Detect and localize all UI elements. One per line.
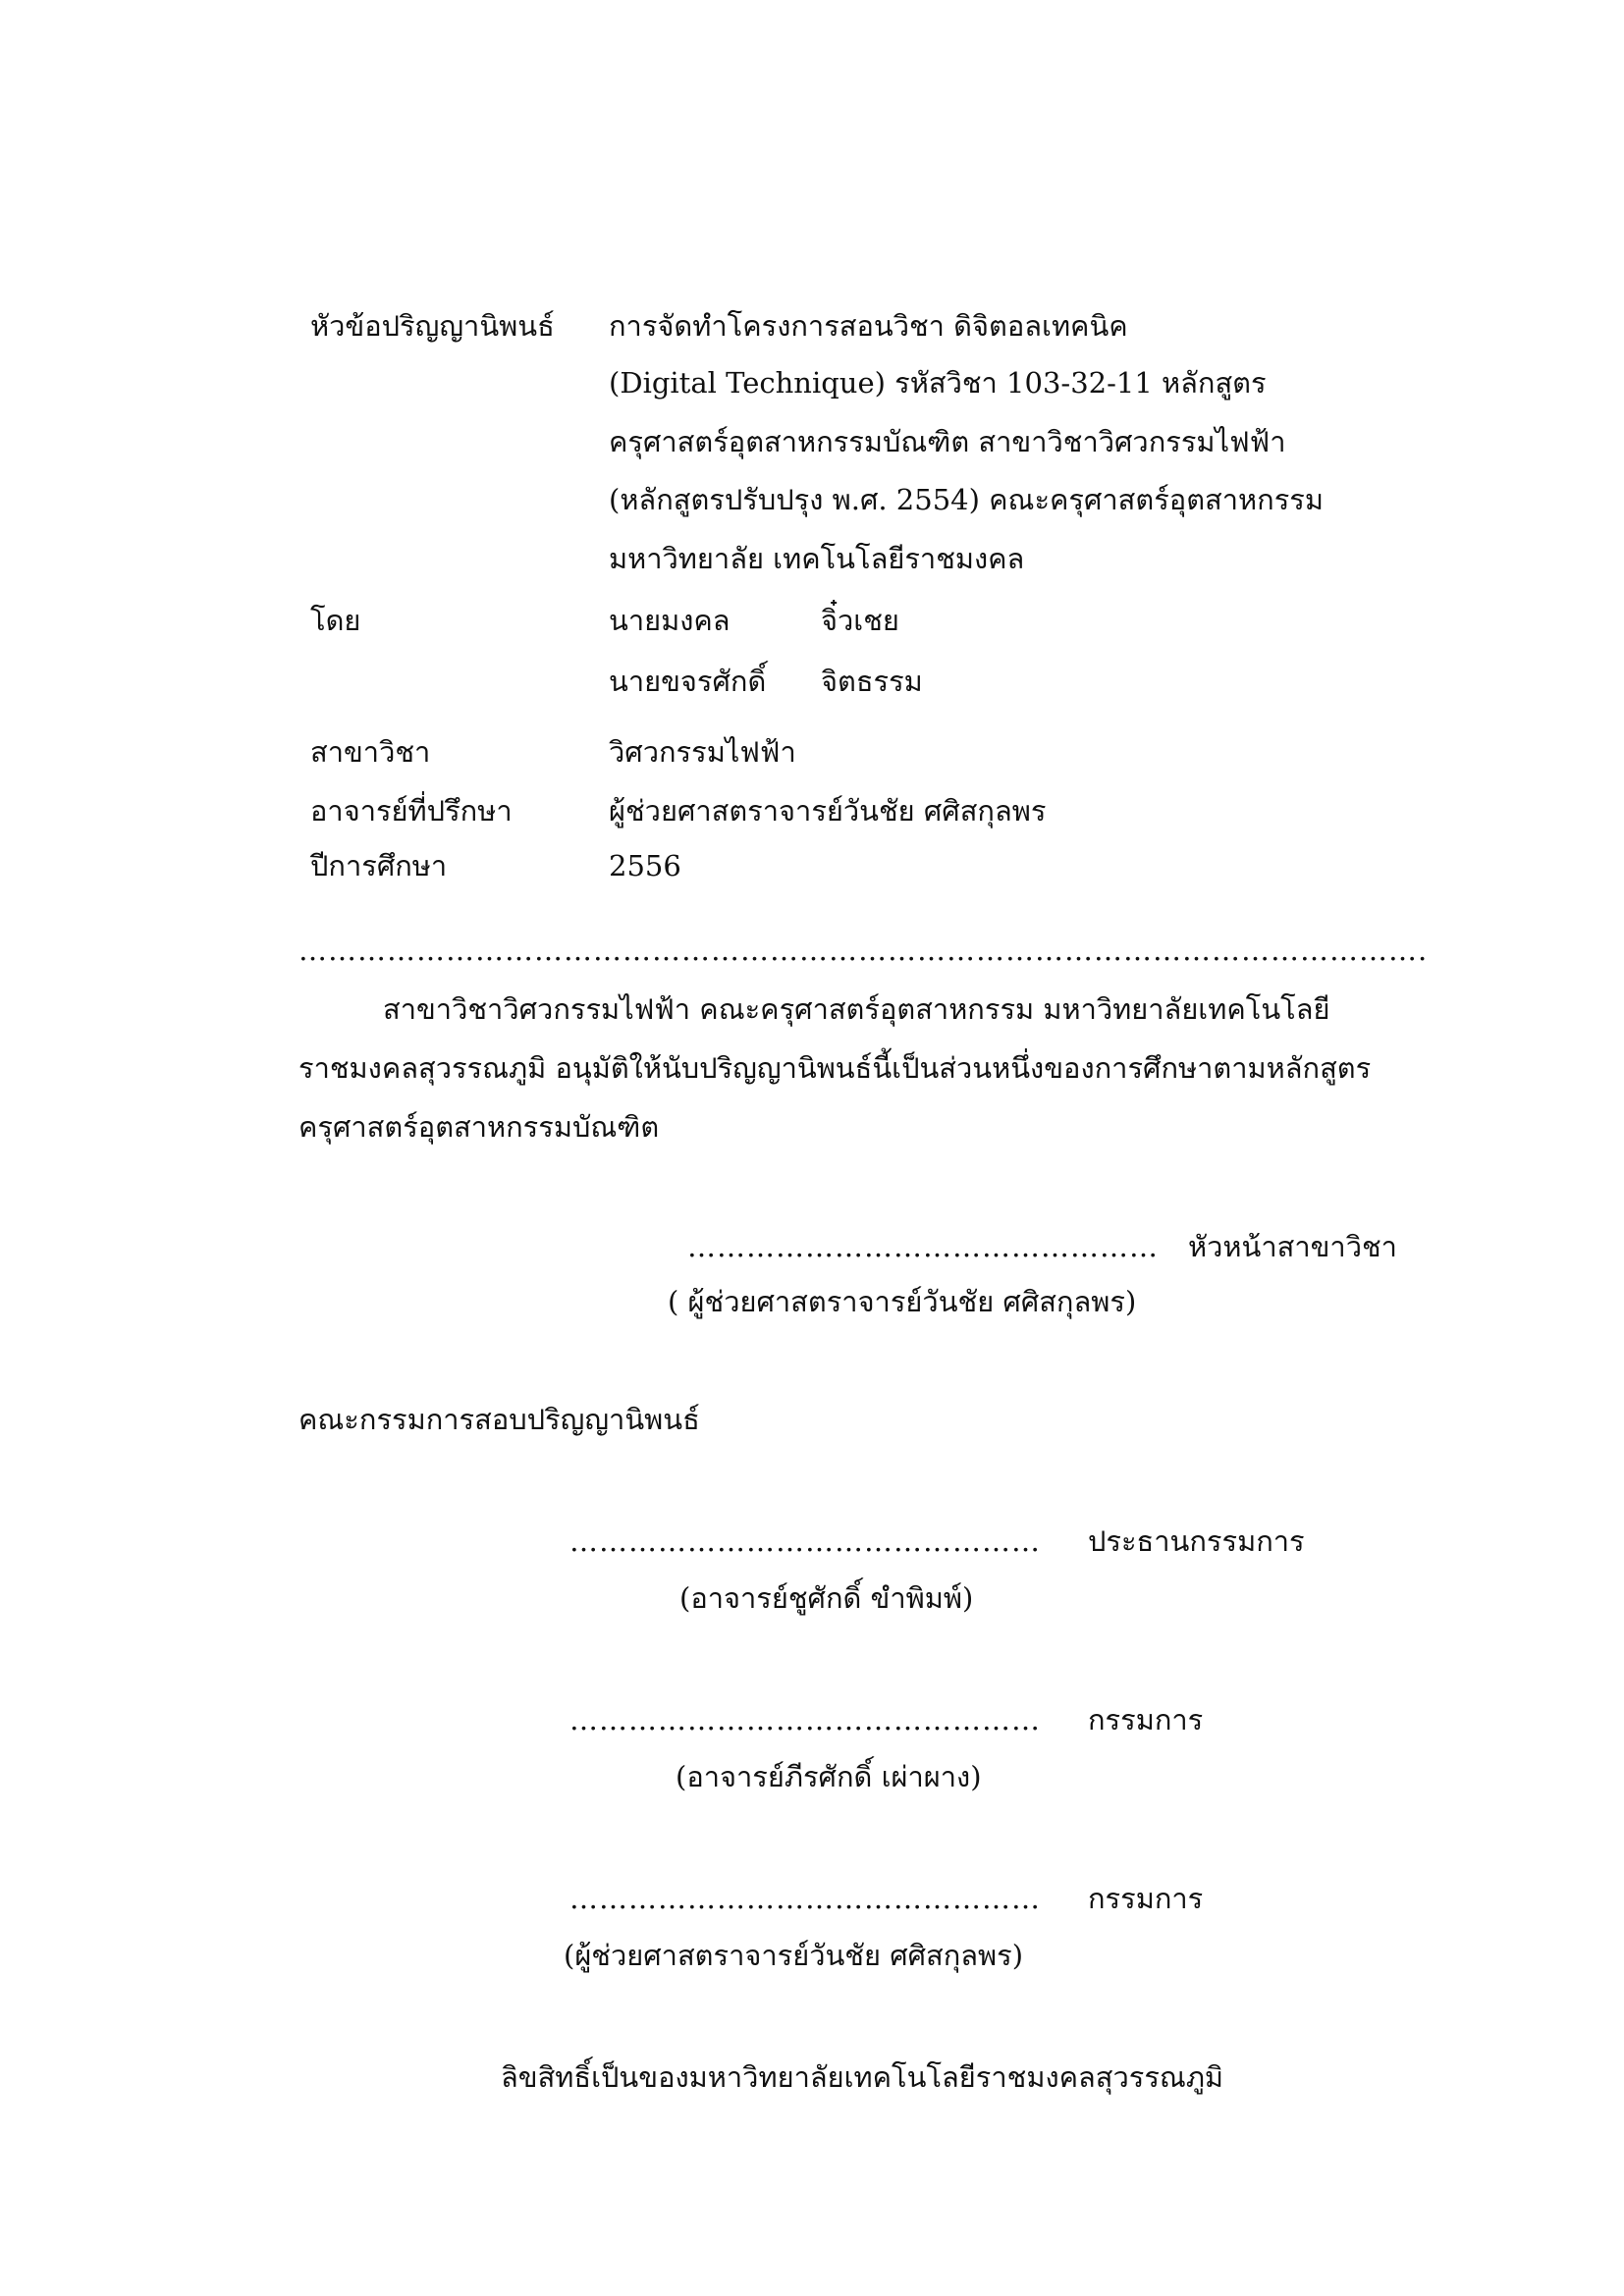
author-1-last: จิ๋วเชย <box>821 604 899 637</box>
author-1-first: นายมงคล <box>609 604 731 637</box>
title-line-5: มหาวิทยาลัย เทคโนโลยีราชมงคล <box>609 542 1025 575</box>
author-2-first: นายขจรศักดิ์ <box>609 665 767 698</box>
member-2-signature-line: ………………………………………… <box>569 1882 1041 1915</box>
approval-line-3: ครุศาสตร์อุตสาหกรรมบัณฑิต <box>298 1110 660 1144</box>
major-label: สาขาวิชา <box>310 735 431 769</box>
chair-signature-line: ………………………………………… <box>569 1524 1041 1558</box>
chair-role: ประธานกรรมการ <box>1088 1524 1305 1558</box>
head-role: หัวหน้าสาขาวิชา <box>1188 1230 1397 1263</box>
chair-name: (อาจารย์ชูศักดิ์ ขำพิมพ์) <box>679 1581 974 1615</box>
advisor-value: ผู้ช่วยศาสตราจารย์วันชัย ศศิสกุลพร <box>609 794 1047 828</box>
approval-line-2: ราชมงคลสุวรรณภูมิ อนุมัติให้นับปริญญานิพนธ์นี้เป็นส่วนหนึ่งของการศึกษาตามหลักสูตร <box>298 1051 1372 1085</box>
title-line-3: ครุศาสตร์อุตสาหกรรมบัณฑิต สาขาวิชาวิศวกรรมไฟฟ้า <box>609 425 1286 458</box>
member-1-role: กรรมการ <box>1088 1703 1204 1736</box>
advisor-label: อาจารย์ที่ปรึกษา <box>310 794 513 828</box>
year-label: ปีการศึกษา <box>310 849 448 882</box>
member-2-name: (ผู้ช่วยศาสตราจารย์วันชัย ศศิสกุลพร) <box>564 1939 1024 1972</box>
member-1-signature-line: ………………………………………… <box>569 1703 1041 1736</box>
head-name: ( ผู้ช่วยศาสตราจารย์วันชัย ศศิสกุลพร) <box>668 1285 1137 1318</box>
approval-line-1: สาขาวิชาวิศวกรรมไฟฟ้า คณะครุศาสตร์อุตสาหกรรม มหาวิทยาลัยเทคโนโลยี <box>383 992 1330 1026</box>
title-line-4: (หลักสูตรปรับปรุง พ.ศ. 2554) คณะครุศาสตร์อุตสาหกรรม <box>609 483 1324 516</box>
author-2-last: จิตธรรม <box>821 665 923 698</box>
title-line-1: การจัดทำโครงการสอนวิชา ดิจิตอลเทคนิค <box>609 309 1128 343</box>
title-label: หัวข้อปริญญานิพนธ์ <box>310 309 555 343</box>
member-2-role: กรรมการ <box>1088 1882 1204 1915</box>
year-value: 2556 <box>609 849 681 882</box>
head-signature-line: ………………………………………… <box>687 1230 1159 1263</box>
copyright-notice: ลิขสิทธิ์เป็นของมหาวิทยาลัยเทคโนโลยีราชมงคลสุวรรณภูมิ <box>501 2060 1224 2094</box>
by-label: โดย <box>310 604 361 637</box>
major-value: วิศวกรรมไฟฟ้า <box>609 735 796 769</box>
title-line-2: (Digital Technique) รหัสวิชา 103-32-11 หลักสูตร <box>609 366 1267 400</box>
dotted-divider: ……………………………………………………………………………………………………. <box>298 934 1429 967</box>
member-1-name: (อาจารย์ภีรศักดิ์ เผ่าผาง) <box>676 1760 982 1793</box>
committee-heading: คณะกรรมการสอบปริญญานิพนธ์ <box>298 1403 700 1436</box>
